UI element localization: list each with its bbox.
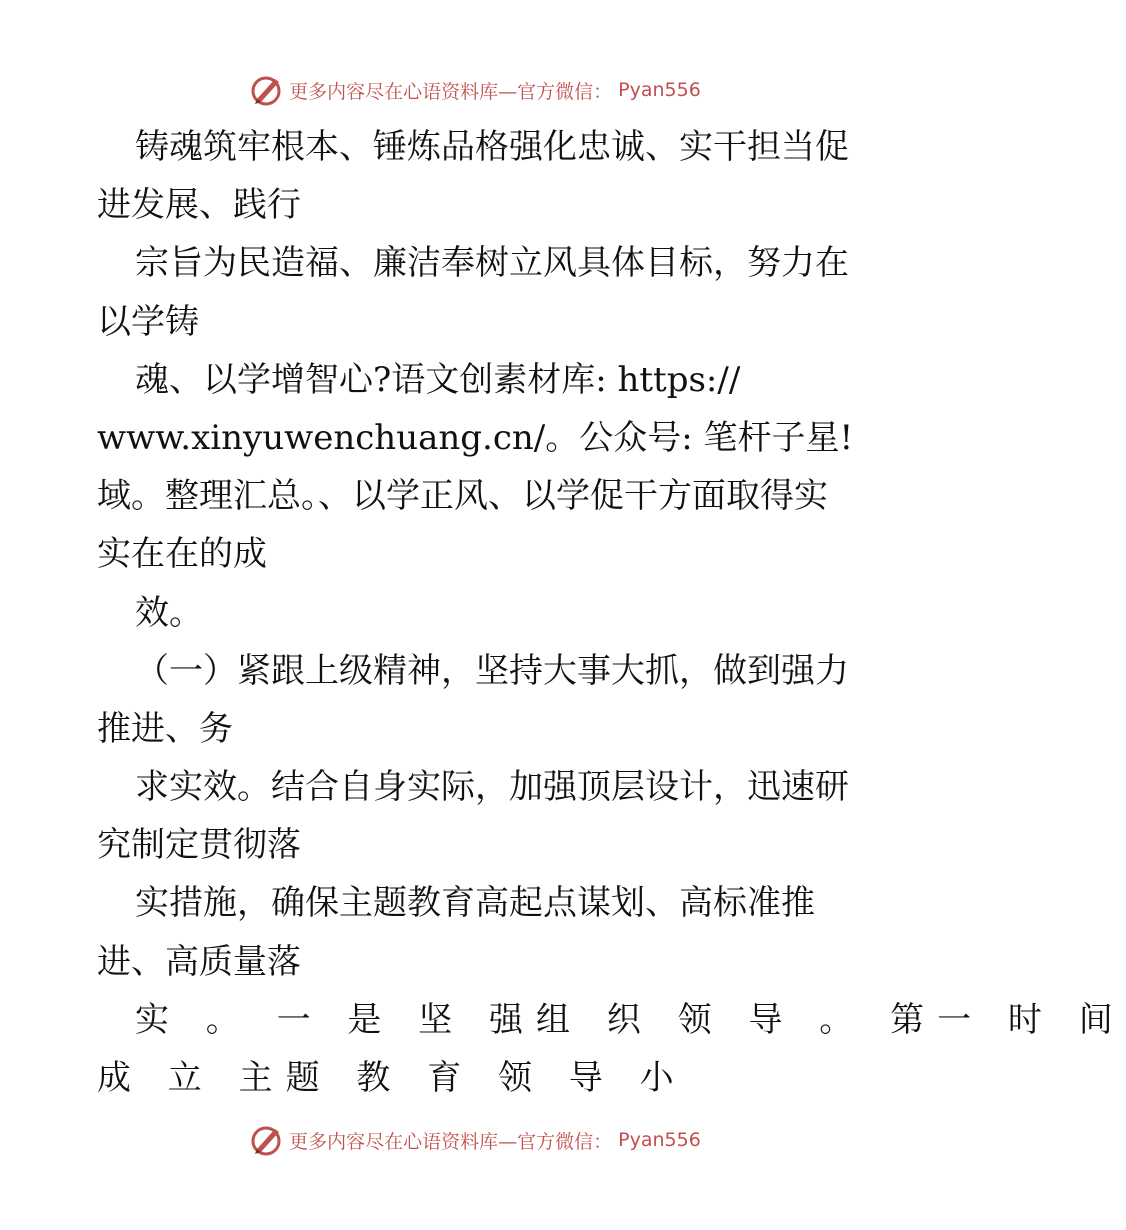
pen-logo-icon <box>249 1123 283 1157</box>
text-line: 进发展、践行 <box>97 185 301 226</box>
banner-text: 更多内容尽在心语资料库—官方微信： <box>289 80 613 103</box>
wechat-id: Pyan556 <box>618 1129 701 1151</box>
pen-logo-icon <box>249 73 283 107</box>
text-line: 实在在的成 <box>97 534 267 575</box>
text-line: 推进、务 <box>97 708 233 749</box>
document-body <box>97 118 1126 1107</box>
text-line: 实 。 一 是 坚 强组 织 领 导 。 第一 时 间 <box>135 999 1126 1040</box>
header-banner <box>0 70 950 110</box>
text-line: 魂、以学增智心?语文创素材库: https:// <box>135 359 741 400</box>
text-line: www.xinyuwenchuang.cn/。公众号: 笔杆子星! <box>97 417 854 458</box>
text-line: （一）紧跟上级精神，坚持大事大抓，做到强力 <box>135 650 849 691</box>
text-line: 域。整理汇总。、以学正风、以学促干方面取得实 <box>97 476 828 517</box>
wechat-id: Pyan556 <box>618 79 701 101</box>
text-line: 效。 <box>135 592 203 633</box>
footer-banner <box>0 1120 950 1160</box>
banner-text: 更多内容尽在心语资料库—官方微信： <box>289 1130 613 1153</box>
text-line: 成 立 主题 教 育 领 导 小 <box>97 1058 687 1098</box>
text-line: 以学铸 <box>97 301 199 342</box>
text-line: 宗旨为民造福、廉洁奉树立风具体目标，努力在 <box>135 243 849 284</box>
text-line: 求实效。结合自身实际，加强顶层设计，迅速研 <box>135 767 849 808</box>
text-line: 实措施，确保主题教育高起点谋划、高标准推 <box>135 883 815 924</box>
text-line: 进、高质量落 <box>97 941 301 982</box>
text-line: 究制定贯彻落 <box>97 825 301 866</box>
text-line: 铸魂筑牢根本、锤炼品格强化忠诚、实干担当促 <box>135 127 849 167</box>
